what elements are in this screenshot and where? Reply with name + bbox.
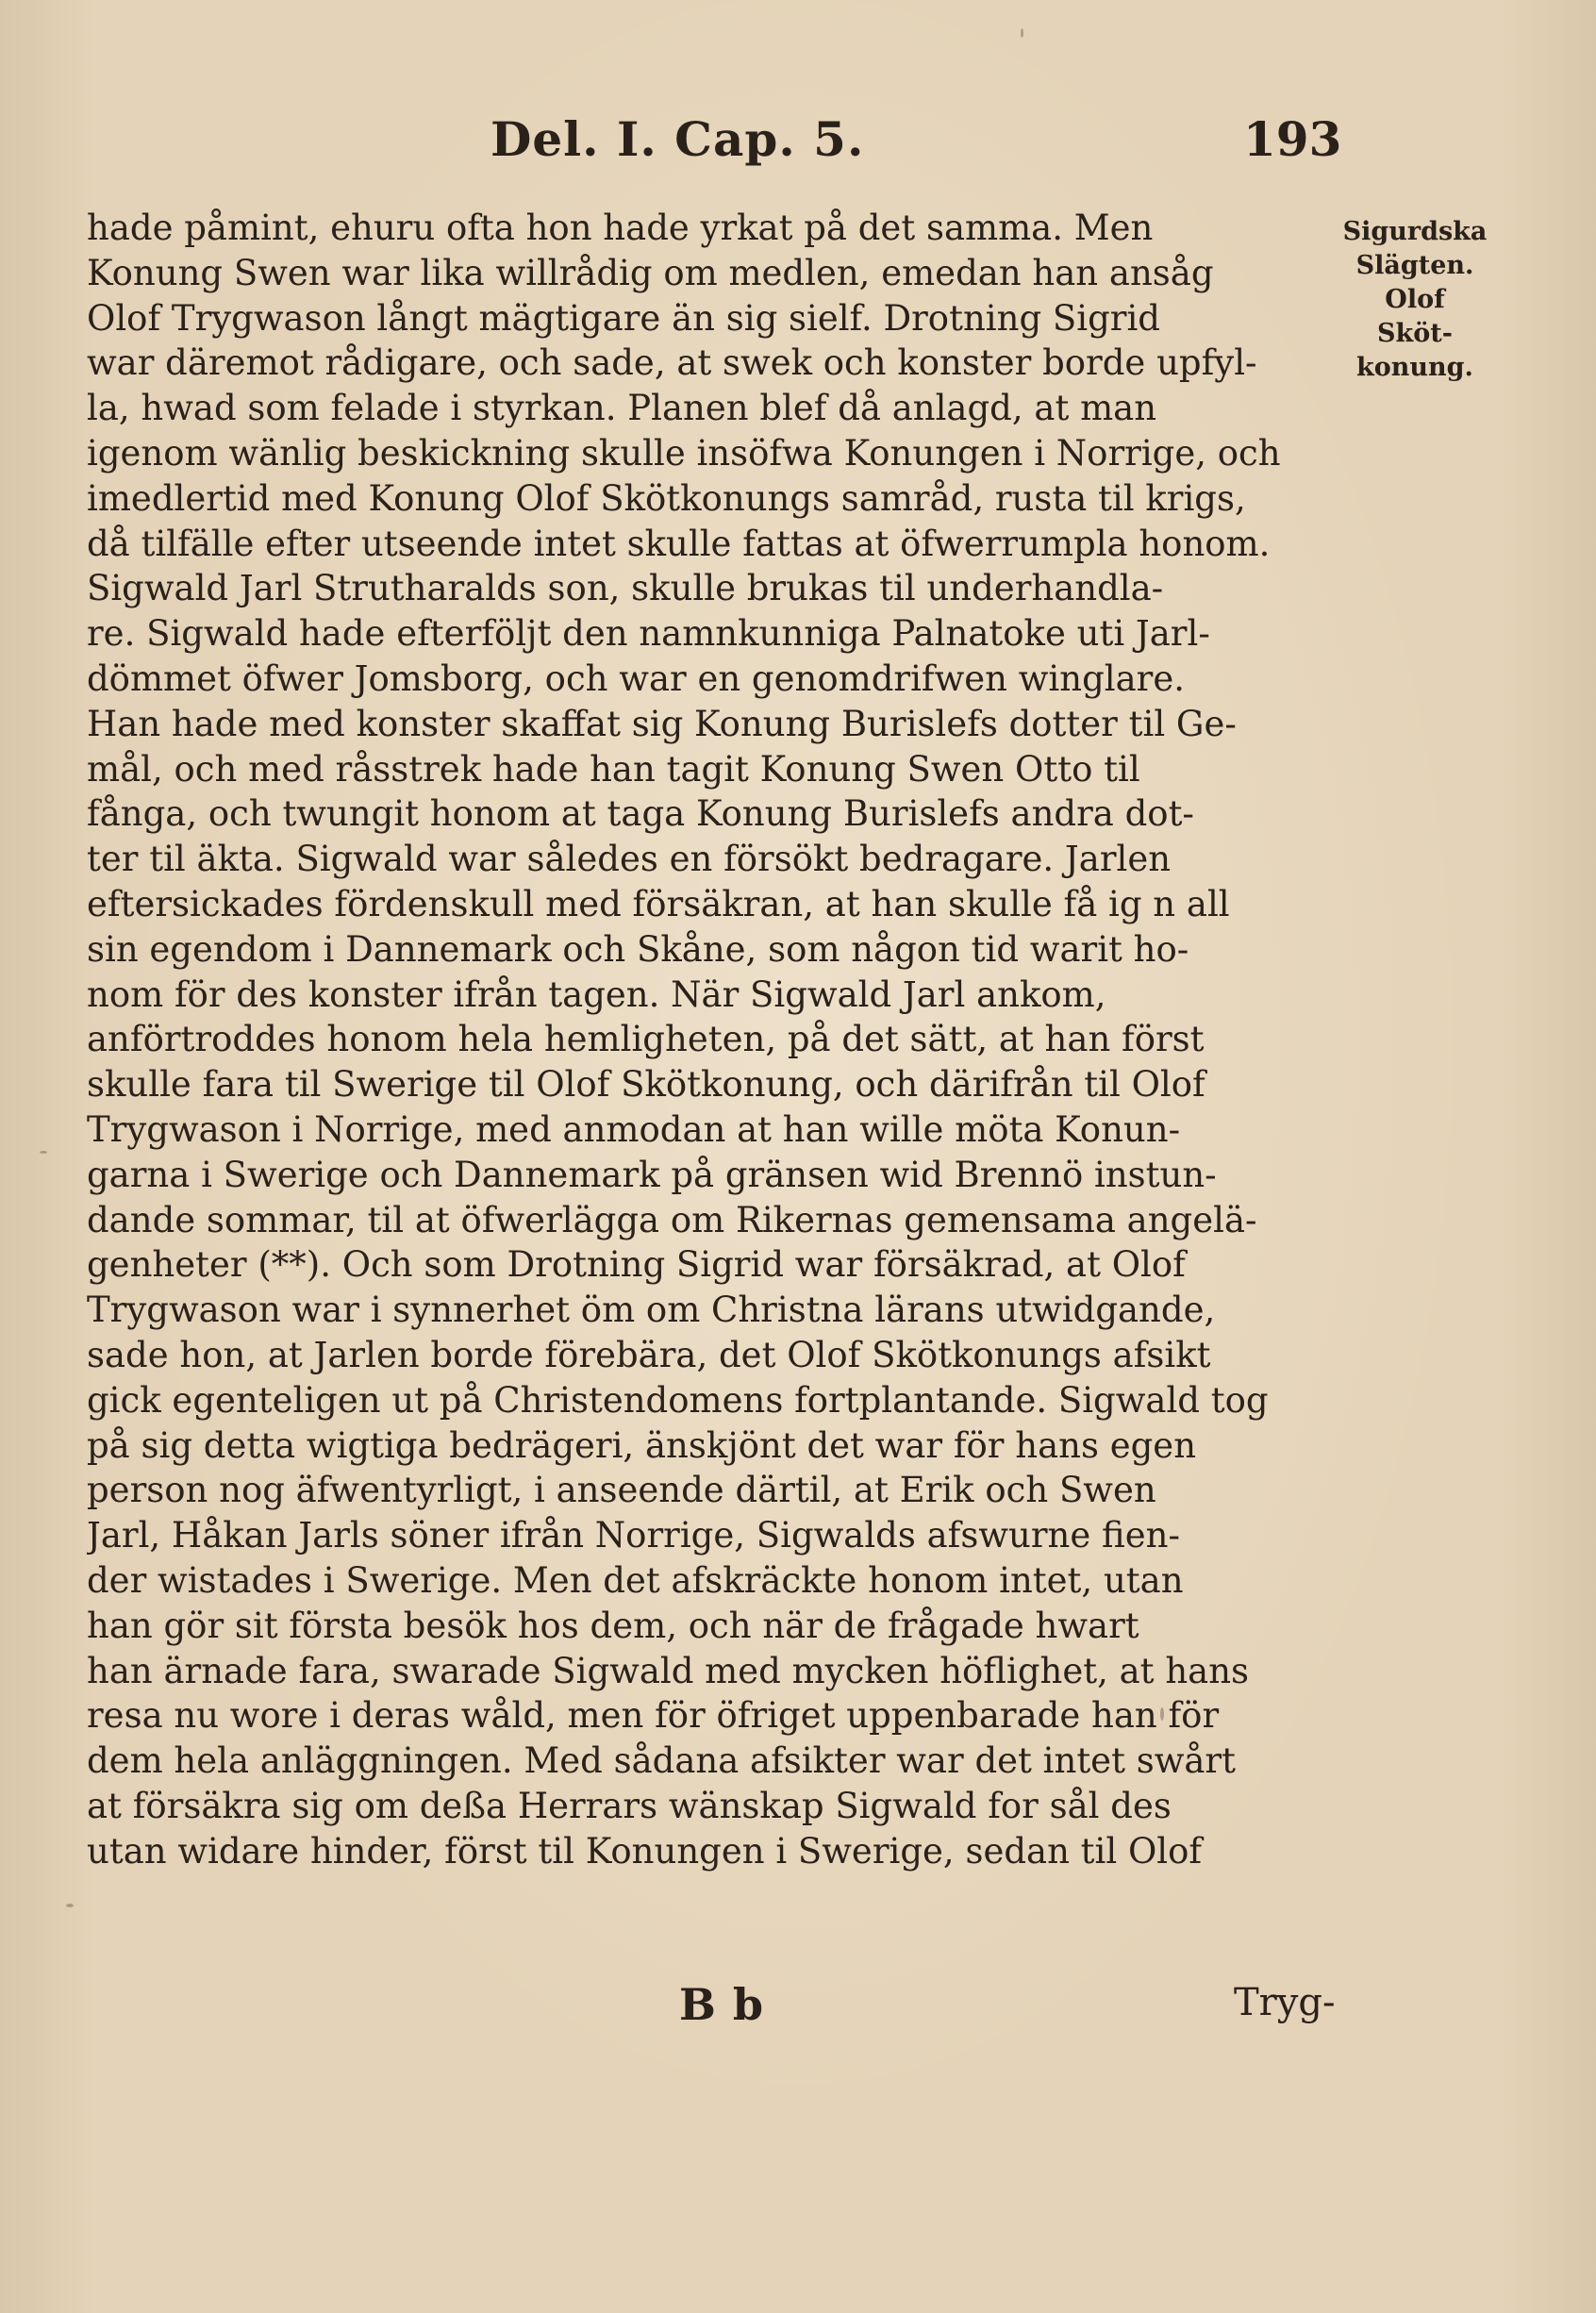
speck xyxy=(40,1151,47,1154)
text-line: la, hwad som felade i styrkan. Planen blef då anlagd, at man xyxy=(87,388,1157,429)
page-number: 193 xyxy=(1243,111,1342,167)
text-line: dande sommar, til at öfwerlägga om Rikernas gemensama angelä- xyxy=(87,1199,1257,1240)
catchword: Tryg- xyxy=(1234,1981,1336,2024)
text-line: Trygwason i Norrige, med anmodan at han wille möta Konun- xyxy=(87,1108,1181,1150)
text-line: sade hon, at Jarlen borde förebära, det Olof Skötkonungs afsikt xyxy=(87,1334,1211,1375)
text-line: genheter (**). Och som Drotning Sigrid war försäkrad, at Olof xyxy=(87,1244,1186,1286)
margin-note xyxy=(1332,215,1498,385)
speck xyxy=(66,1904,74,1907)
text-line: skulle fara til Swerige til Olof Skötkonung, och därifrån til Olof xyxy=(87,1064,1205,1106)
speck xyxy=(1021,28,1023,38)
text-line: person nog äfwentyrligt, i anseende därtil, at Erik och Swen xyxy=(87,1470,1156,1511)
text-line: Trygwason war i synnerhet öm om Christna lärans utwidgande, xyxy=(87,1290,1216,1331)
running-title: Del. I. Cap. 5. xyxy=(490,111,865,167)
text-line: fånga, och twungit honom at taga Konung Burislefs andra dot- xyxy=(87,793,1194,835)
text-line: war däremot rådigare, och sade, at swek och konster borde upfyl- xyxy=(87,342,1257,384)
text-line: Jarl, Håkan Jarls söner ifrån Norrige, Sigwalds afswurne fien- xyxy=(87,1515,1180,1556)
text-line: Konung Swen war lika willrådig om medlen, emedan han ansåg xyxy=(87,252,1214,293)
text-line: sin egendom i Dannemark och Skåne, som någon tid warit ho- xyxy=(87,928,1189,970)
text-line: eftersickades fördenskull med försäkran, at han skulle få ig n all xyxy=(87,883,1230,924)
text-line: nom för des konster ifrån tagen. När Sigwald Jarl ankom, xyxy=(87,973,1106,1015)
margin-note-line: Olof xyxy=(1385,285,1445,314)
text-line: anförtroddes honom hela hemligheten, på det sätt, at han först xyxy=(87,1019,1205,1060)
text-line: han gör sit första besök hos dem, och när de frågade hwart xyxy=(87,1605,1139,1646)
text-line: dem hela anläggningen. Med sådana afsikter war det intet swårt xyxy=(87,1740,1236,1782)
text-line: imedlertid med Konung Olof Skötkonungs samråd, rusta til krigs, xyxy=(87,477,1246,519)
signature-mark: Bb xyxy=(679,1979,781,2030)
text-line: igenom wänlig beskickning skulle insöfwa Konungen i Norrige, och xyxy=(87,432,1281,474)
text-line: ter til äkta. Sigwald war således en försökt bedragare. Jarlen xyxy=(87,839,1172,880)
speck xyxy=(1160,1707,1164,1721)
text-line: gick egenteligen ut på Christendomens fortplantande. Sigwald tog xyxy=(87,1379,1269,1421)
text-line: dömmet öfwer Jomsborg, och war en genomdrifwen winglare. xyxy=(87,657,1186,699)
margin-note-line: Slägten. xyxy=(1355,251,1474,280)
text-line: Han hade med konster skaffat sig Konung Burislefs dotter til Ge- xyxy=(87,703,1237,744)
text-line: mål, och med råsstrek hade han tagit Konung Swen Otto til xyxy=(87,748,1140,790)
margin-note-line: konung. xyxy=(1356,353,1473,382)
margin-note-line: Sköt- xyxy=(1377,319,1453,348)
text-line: re. Sigwald hade efterföljt den namnkunniga Palnatoke uti Jarl- xyxy=(87,613,1210,655)
text-line: hade påmint, ehuru ofta hon hade yrkat på det samma. Men xyxy=(87,208,1154,248)
text-line: på sig detta wigtiga bedrägeri, änskjönt det war för hans egen xyxy=(87,1424,1197,1466)
text-line: resa nu wore i deras wåld, men för öfriget uppenbarade han för xyxy=(87,1695,1220,1737)
text-line: garna i Swerige och Dannemark på gränsen wid Brennö instun- xyxy=(87,1154,1217,1195)
text-line: at försäkra sig om deßa Herrars wänskap Sigwald for sål des xyxy=(87,1785,1172,1826)
text-line: utan widare hinder, först til Konungen i Swerige, sedan til Olof xyxy=(87,1830,1203,1872)
text-line: då tilfälle efter utseende intet skulle fattas at öfwerrumpla honom. xyxy=(87,523,1271,564)
text-line: Sigwald Jarl Strutharalds son, skulle brukas til underhandla- xyxy=(87,568,1164,609)
text-line: han ärnade fara, swarade Sigwald med mycken höflighet, at hans xyxy=(87,1650,1250,1691)
text-line: der wistades i Swerige. Men det afskräckte honom intet, utan xyxy=(87,1559,1184,1601)
text-line: Olof Trygwason långt mägtigare än sig sielf. Drotning Sigrid xyxy=(87,297,1160,339)
margin-note-line: Sigurdska xyxy=(1342,217,1488,246)
body-text xyxy=(87,206,1332,1873)
